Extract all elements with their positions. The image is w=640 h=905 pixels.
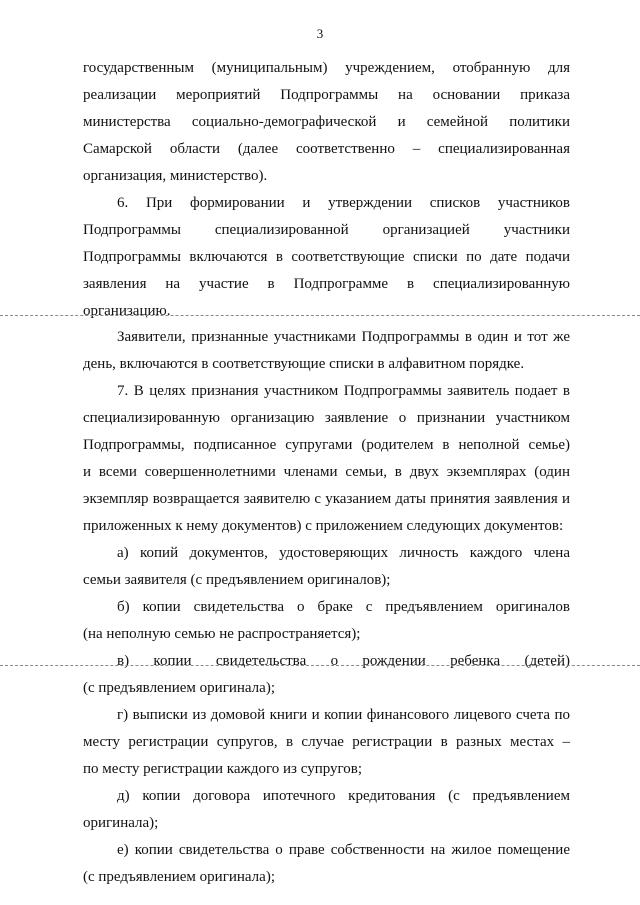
text-line: в) копии свидетельства о рождении ребенка (детей) <box>117 653 570 669</box>
text-line: (с предъявлением оригинала); <box>83 680 275 696</box>
text-line: государственным (муниципальным) учреждением, отобранную для <box>83 60 570 76</box>
text-line: семьи заявителя (с предъявлением оригиналов); <box>83 572 391 588</box>
text-line: приложенных к нему документов) с приложением следующих документов: <box>83 518 564 534</box>
text-line: организация, министерство). <box>83 168 268 184</box>
page-break-divider <box>0 665 640 666</box>
text-line: организацию. <box>83 303 171 319</box>
text-line: Подпрограммы включаются в соответствующие списки по дате подачи <box>83 249 570 265</box>
text-line: г) выписки из домовой книги и копии финансового лицевого счета по <box>117 707 570 723</box>
text-line: Подпрограммы, подписанное супругами (родителем в неполной семье) <box>83 437 570 453</box>
text-line: б) копии свидетельства о браке с предъявлением оригиналов <box>117 599 570 615</box>
text-line: месту регистрации супругов, в случае регистрации в разных местах – <box>83 734 570 750</box>
text-line: д) копии договора ипотечного кредитования (с предъявлением <box>117 788 570 804</box>
text-line: (на неполную семью не распространяется); <box>83 626 361 642</box>
text-line: (с предъявлением оригинала); <box>83 869 275 885</box>
text-line: экземпляр возвращается заявителю с указанием даты принятия заявления и <box>83 491 570 507</box>
text-line: министерства социально-демографической и семейной политики <box>83 114 570 130</box>
text-line: день, включаются в соответствующие списки в алфавитном порядке. <box>83 356 525 372</box>
text-line: 7. В целях признания участником Подпрограммы заявитель подает в <box>117 383 570 399</box>
text-line: 6. При формировании и утверждении списков участников <box>117 195 570 211</box>
page-break-divider <box>0 315 640 316</box>
text-line: Подпрограммы специализированной организацией участники <box>83 222 570 238</box>
text-line: по месту регистрации каждого из супругов; <box>83 761 363 777</box>
text-line: Заявители, признанные участниками Подпрограммы в один и тот же <box>117 329 570 345</box>
text-line: а) копий документов, удостоверяющих личность каждого члена <box>117 545 570 561</box>
text-line: и всеми совершеннолетними членами семьи, в двух экземплярах (один <box>83 464 570 480</box>
text-line: реализации мероприятий Подпрограммы на основании приказа <box>83 87 570 103</box>
page-number: 3 <box>316 26 324 41</box>
text-line: оригинала); <box>83 815 159 831</box>
text-line: заявления на участие в Подпрограмме в специализированную <box>83 276 570 292</box>
text-line: е) копии свидетельства о праве собственности на жилое помещение <box>117 842 570 858</box>
text-line: специализированную организацию заявление о признании участником <box>83 410 570 426</box>
text-line: Самарской области (далее соответственно – специализированная <box>83 141 570 157</box>
